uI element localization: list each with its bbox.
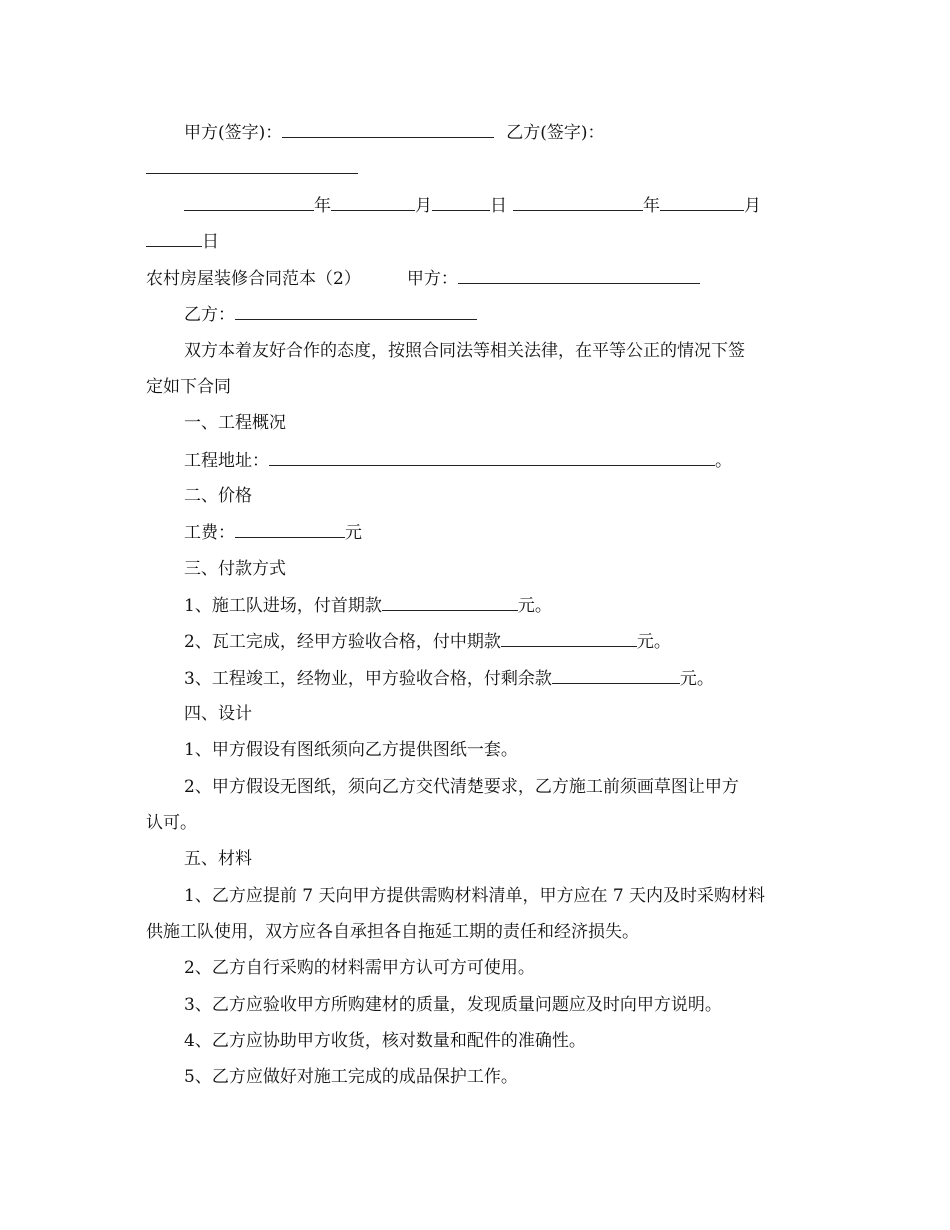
party-a-signature-label: 甲方(签字)： (184, 123, 283, 143)
address-label: 工程地址： (184, 451, 269, 471)
party-a-month-blank (331, 193, 415, 211)
payment-item-1-text: 1、施工队进场，付首期款 (184, 596, 382, 616)
intro-line-2: 定如下合同 (146, 377, 231, 397)
party-b-signature-blank (146, 156, 358, 174)
party-b-year-blank (513, 193, 643, 211)
first-payment-blank (382, 593, 518, 611)
payment-item-2 (0, 629, 950, 654)
party-a-day-blank (432, 193, 490, 211)
section-5-title: 五、材料 (184, 849, 252, 869)
date-line (0, 193, 950, 218)
party-a-name-blank (458, 266, 700, 284)
signature-continuation-line (0, 156, 950, 181)
party-b-signature-label: 乙方(签字)： (506, 123, 605, 143)
year-label-b: 年 (643, 196, 660, 216)
payment-item-2-unit: 元。 (636, 632, 671, 652)
design-item-2-line-1: 2、甲方假设无图纸，须向乙方交代清楚要求，乙方施工前须画草图让甲方 (184, 777, 739, 797)
month-label-a: 月 (415, 196, 432, 216)
payment-item-3-unit: 元。 (679, 669, 714, 689)
middle-payment-blank (501, 629, 637, 647)
party-b-name-blank (235, 302, 477, 320)
material-item-1-line-1: 1、乙方应提前 7 天向甲方提供需购材料清单，甲方应在 7 天内及时采购材料 (184, 886, 766, 906)
day-label-a: 日 (490, 196, 507, 216)
address-line (0, 448, 950, 473)
section-2-title: 二、价格 (184, 486, 252, 506)
month-label-b: 月 (744, 196, 761, 216)
material-item-1-line-2: 供施工队使用，双方应各自承担各自拖延工期的责任和经济损失。 (146, 922, 639, 942)
payment-item-3-text: 3、工程竣工，经物业，甲方验收合格，付剩余款 (184, 669, 552, 689)
fee-line (0, 520, 950, 545)
signature-line (0, 120, 950, 145)
contract-title-line (0, 266, 950, 291)
payment-item-2-text: 2、瓦工完成，经甲方验收合格，付中期款 (184, 632, 501, 652)
party-a-year-blank (184, 193, 314, 211)
material-item-5: 5、乙方应做好对施工完成的成品保护工作。 (184, 1067, 518, 1087)
final-payment-blank (552, 666, 680, 684)
section-4-title: 四、设计 (184, 704, 252, 724)
material-item-2: 2、乙方自行采购的材料需甲方认可方可使用。 (184, 958, 535, 978)
party-b-line (0, 302, 950, 327)
section-3-title: 三、付款方式 (184, 559, 286, 579)
payment-item-1 (0, 593, 950, 618)
party-b-month-blank (660, 193, 744, 211)
design-item-1: 1、甲方假设有图纸须向乙方提供图纸一套。 (184, 740, 518, 760)
day-label-b: 日 (202, 232, 219, 252)
fee-label: 工费： (184, 523, 235, 543)
fee-blank (235, 520, 345, 538)
party-a-signature-blank (282, 120, 494, 138)
address-blank (269, 448, 715, 466)
party-b-day-blank (146, 229, 202, 247)
year-label-a: 年 (314, 196, 331, 216)
party-a-label: 甲方： (406, 269, 458, 289)
intro-line-1: 双方本着友好合作的态度，按照合同法等相关法律，在平等公正的情况下签 (184, 341, 745, 361)
payment-item-1-unit: 元。 (517, 596, 552, 616)
material-item-4: 4、乙方应协助甲方收货，核对数量和配件的准确性。 (184, 1031, 586, 1051)
party-b-label: 乙方： (184, 305, 235, 325)
payment-item-3 (0, 666, 950, 691)
address-end: 。 (715, 451, 732, 471)
contract-title: 农村房屋装修合同范本（2） (146, 269, 361, 289)
date-continuation-line (0, 229, 950, 254)
design-item-2-line-2: 认可。 (146, 813, 197, 833)
material-item-3: 3、乙方应验收甲方所购建材的质量，发现质量问题应及时向甲方说明。 (184, 995, 722, 1015)
fee-unit: 元 (345, 523, 362, 543)
section-1-title: 一、工程概况 (184, 413, 286, 433)
